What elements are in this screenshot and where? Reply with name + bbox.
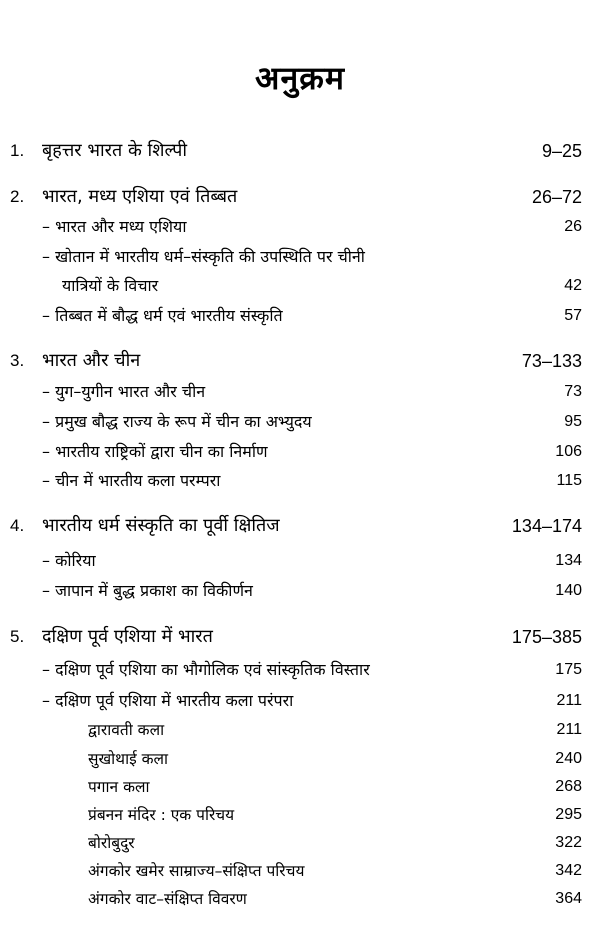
chapter-title: भारत और चीन xyxy=(42,350,141,371)
section-title: – चीन में भारतीय कला परम्परा xyxy=(42,471,221,490)
section-page: 175 xyxy=(555,661,582,678)
chapter-title: भारत, मध्य एशिया एवं तिब्बत xyxy=(42,186,238,207)
section-title: – प्रमुख बौद्ध राज्य के रूप में चीन का अभ्युदय xyxy=(42,412,312,431)
chapter-number: 1. xyxy=(10,141,25,160)
toc-subsection xyxy=(0,744,600,774)
toc-subsection xyxy=(0,800,600,830)
subsection-page: 342 xyxy=(555,862,582,879)
toc-section xyxy=(0,377,600,407)
toc-subsection xyxy=(0,772,600,802)
toc-subsection xyxy=(0,856,600,886)
toc-section xyxy=(0,686,600,716)
toc-section xyxy=(0,301,600,331)
chapter-title: भारतीय धर्म संस्कृति का पूर्वी क्षितिज xyxy=(42,515,280,536)
toc-section xyxy=(0,466,600,496)
section-title: – जापान में बुद्ध प्रकाश का विकीर्णन xyxy=(42,581,253,600)
subsection-title: अंगकोर वाट–संक्षिप्त विवरण xyxy=(88,890,247,908)
section-page: 115 xyxy=(556,472,582,489)
toc-subsection xyxy=(0,828,600,858)
chapter-number: 5. xyxy=(10,627,25,646)
subsection-page: 364 xyxy=(555,890,582,907)
toc-section xyxy=(0,437,600,467)
subsection-page: 268 xyxy=(555,778,582,795)
toc-chapter-2 xyxy=(0,182,600,212)
section-page: 57 xyxy=(564,307,582,324)
subsection-page: 211 xyxy=(556,721,582,738)
section-title: – भारतीय राष्ट्रिकों द्वारा चीन का निर्माण xyxy=(42,442,268,461)
toc-section xyxy=(0,576,600,606)
subsection-title: अंगकोर खमेर साम्राज्य–संक्षिप्त परिचय xyxy=(88,862,305,880)
toc-section xyxy=(0,407,600,437)
subsection-title: प्रंबनन मंदिर : एक परिचय xyxy=(88,806,235,824)
subsection-page: 295 xyxy=(555,806,582,823)
chapter-pages: 73–133 xyxy=(521,351,582,371)
toc-chapter-3 xyxy=(0,346,600,376)
section-title: – दक्षिण पूर्व एशिया में भारतीय कला परंपरा xyxy=(42,691,294,710)
section-page: 134 xyxy=(555,552,582,569)
section-title: – कोरिया xyxy=(42,551,96,570)
section-title: – भारत और मध्य एशिया xyxy=(42,217,187,236)
chapter-pages: 134–174 xyxy=(511,516,582,536)
toc-section xyxy=(0,655,600,685)
section-page: 26 xyxy=(564,218,582,235)
chapter-number: 2. xyxy=(10,187,25,206)
chapter-title: दक्षिण पूर्व एशिया में भारत xyxy=(42,626,213,647)
section-page: 42 xyxy=(564,277,582,294)
page-title: अनुक्रम xyxy=(255,59,345,97)
subsection-page: 240 xyxy=(555,750,582,767)
toc-section xyxy=(0,212,600,242)
section-title: – युग–युगीन भारत और चीन xyxy=(42,382,206,401)
section-page: 211 xyxy=(556,692,582,709)
chapter-number: 3. xyxy=(10,351,25,370)
subsection-title: पगान कला xyxy=(88,778,150,796)
toc-chapter-4 xyxy=(0,511,600,541)
subsection-title: सुखोथाई कला xyxy=(88,750,169,768)
section-page: 106 xyxy=(555,443,582,460)
section-page: 73 xyxy=(564,383,582,400)
chapter-pages: 9–25 xyxy=(541,141,582,161)
chapter-title: बृहत्तर भारत के शिल्पी xyxy=(42,140,188,161)
chapter-number: 4. xyxy=(10,516,25,535)
section-title: यात्रियों के विचार xyxy=(62,276,159,295)
section-page: 140 xyxy=(555,582,582,599)
toc-chapter-1 xyxy=(0,136,600,166)
chapter-pages: 26–72 xyxy=(531,187,582,207)
toc-section-continuation xyxy=(0,271,600,301)
subsection-page: 322 xyxy=(555,834,582,851)
toc-section xyxy=(0,546,600,576)
toc-subsection xyxy=(0,884,600,914)
subsection-title: द्वारावती कला xyxy=(88,721,165,739)
subsection-title: बोरोबुदुर xyxy=(88,834,135,852)
section-title: – तिब्बत में बौद्ध धर्म एवं भारतीय संस्कृति xyxy=(42,306,283,325)
toc-chapter-5 xyxy=(0,622,600,652)
toc-subsection xyxy=(0,715,600,745)
chapter-pages: 175–385 xyxy=(511,627,582,647)
section-title: – खोतान में भारतीय धर्म–संस्कृति की उपस्थिति पर चीनी xyxy=(42,247,365,266)
toc-section xyxy=(0,242,600,272)
section-page: 95 xyxy=(564,413,582,430)
section-title: – दक्षिण पूर्व एशिया का भौगोलिक एवं सांस्कृतिक विस्तार xyxy=(42,660,370,679)
